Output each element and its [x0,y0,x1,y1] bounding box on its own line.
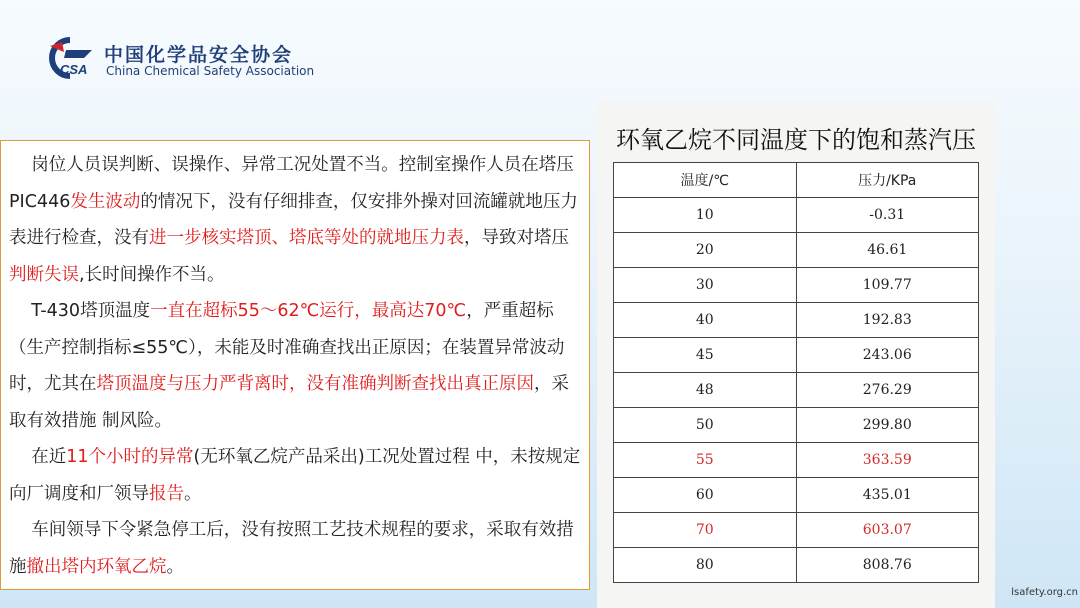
org-logo [40,36,340,86]
highlighted-text: 塔顶温度与压力严背离时，没有准确判断查找出真正原因 [96,374,534,394]
table-row [614,443,979,478]
table-row [614,373,979,408]
table-row [614,198,979,233]
table-row [614,268,979,303]
analysis-paragraph-4 [9,512,584,585]
logo-text: CSA [60,62,88,77]
table-row [614,233,979,268]
incident-analysis-panel [0,140,590,590]
temperature-cell: 55 [614,443,797,478]
temperature-cell: 80 [614,548,797,583]
temperature-cell: 50 [614,408,797,443]
text-segment: 。 [166,556,184,577]
pressure-cell: 243.06 [796,338,979,373]
text-segment: ,长时间操作不当。 [79,264,225,285]
pressure-cell: 276.29 [796,373,979,408]
text-segment: 。 [184,483,202,504]
highlighted-text: 判断失误 [9,264,79,285]
pressure-cell: -0.31 [796,198,979,233]
table-row [614,303,979,338]
org-name-en: China Chemical Safety Association [106,64,315,78]
temperature-cell: 40 [614,303,797,338]
text-segment: 在近 [9,447,67,467]
highlighted-text: 报告 [149,483,184,504]
temperature-cell: 10 [614,198,797,233]
table-row [614,478,979,513]
pressure-cell: 192.83 [796,303,979,338]
highlighted-text: 进一步核实塔顶、塔底等处的就地压力表 [149,228,464,248]
vapor-pressure-panel [597,102,995,608]
vapor-pressure-table [613,162,979,583]
temperature-cell: 45 [614,338,797,373]
table-row [614,338,979,373]
table-title: 环氧乙烷不同温度下的饱和蒸汽压 [616,126,976,154]
pressure-cell: 435.01 [796,478,979,513]
analysis-paragraph-1 [9,147,584,293]
temperature-cell: 30 [614,268,797,303]
source-url: lsafety.org.cn [1011,587,1078,598]
text-segment: 的情况下，没有仔细排查，仅安排外操对回流罐就地压力表进行检查，没有 [9,191,578,248]
highlighted-text: 撤出塔内环氧乙烷 [26,556,167,577]
temperature-cell: 70 [614,513,797,548]
table-row [614,513,979,548]
header-temperature: 温度/℃ [614,163,797,198]
pressure-cell: 299.80 [796,408,979,443]
table-row [614,408,979,443]
org-name-cn: 中国化学品安全协会 [104,44,294,66]
csa-logo-icon [40,36,100,80]
pressure-cell: 808.76 [796,548,979,583]
header-pressure: 压力/KPa [796,163,979,198]
text-segment: T-430塔顶温度 [9,301,151,321]
text-segment: ，导致对塔压 [464,228,569,248]
highlighted-text: 一直在超标55～62℃运行，最高达70℃ [150,301,467,321]
analysis-paragraph-3 [9,439,584,512]
text-segment: (无环氧乙烷产品采出)工况处置过程 中，未按规定向厂调度和厂领导 [9,447,581,504]
table-body [614,198,979,583]
pressure-cell: 603.07 [796,513,979,548]
table-header-row [614,163,979,198]
pressure-cell: 363.59 [796,443,979,478]
pressure-cell: 46.61 [796,233,979,268]
temperature-cell: 48 [614,373,797,408]
highlighted-text: 11个小时的异常 [66,447,194,467]
analysis-paragraph-2 [9,293,584,439]
pressure-cell: 109.77 [796,268,979,303]
text-segment: 车间领导下令紧急停工后，没有按照工艺技术规程的要求，采取有效措施 [9,520,574,577]
text-segment: 岗位人员误判断、误操作、异常工况处置不当。控制室操作人员在塔压PIC446 [9,155,574,212]
temperature-cell: 60 [614,478,797,513]
temperature-cell: 20 [614,233,797,268]
table-row [614,548,979,583]
highlighted-text: 发生波动 [70,191,141,212]
text-segment: ，采取有效措施 制风险。 [9,374,569,431]
text-segment: ，严重超标（生产控制指标≤55℃），未能及时准确查找出正原因；在装置异常波动时，尤其在 [9,301,565,394]
